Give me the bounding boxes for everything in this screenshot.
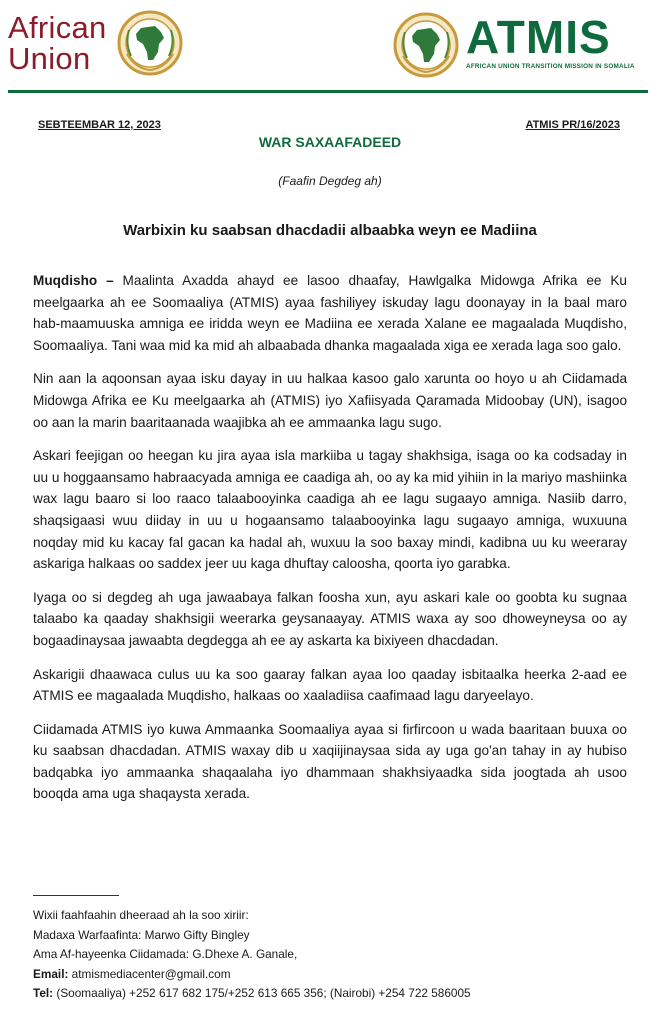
paragraph-1 [33, 270, 627, 356]
contact-phone [33, 984, 471, 1004]
atmis-logo-title: ATMIS [466, 11, 611, 63]
african-union-logo-text [8, 12, 107, 74]
phone-label: Tel: [33, 986, 54, 1001]
paragraph-3: Askari feejigan oo heegan ku jira ayaa isla markiiba u tagay shakhsiga, isaga oo ka codsaday in uu u hoggaansamo habraacyada amniga ee caadiga ah, oo ay ka mid yihiin in la mariyo mashiinka wax lagu baaro si loo raaco talaabooyinka caadiga ah ee lagu sugaayo amniga. Nasiib darro, shaqsigaasi wuu diiday in uu u hogaansamo talaabooyinka lagu sugaayo amniga, wuxuuna noqday mid ku kacay fal gacan ka hadal ah, wuxuu la soo baxay mindi, kadibna uu ku weeraray askariga halkaas oo saddex jeer uu kaga dhuftay caloosha, qoorta iyo garabka. [33, 448, 627, 572]
paragraph-1-text: Maalinta Axadda ahayd ee lasoo dhaafay, Hawlgalka Midowga Afrika ee Ku meelgaarka ah ee Soomaaliya (ATMIS) ayaa fashiliyey iskuday lagu doonayay in la baal maro hab-maamuuska amniga ee iridda weyn ee Madiina ee xerada Xalane ee magaalada Muqdisho, Soomaaliya. Tani waa mid ka mid ah albaabada dhanka magaalada xiga ee xerada laga soo galo. [33, 273, 627, 353]
phone-value: (Soomaaliya) +252 617 682 175/+252 613 665 356; (Nairobi) +254 722 586005 [53, 986, 471, 1001]
press-release-label: WAR SAXAAFADEED [258, 134, 402, 150]
email-value[interactable]: atmismediacenter@gmail.com [68, 966, 231, 981]
article-body [33, 270, 627, 817]
contact-intro: Wixii faahfaahin dheeraad ah la soo xiriir: [33, 908, 249, 922]
email-label: Email: [33, 966, 69, 981]
footer-divider [33, 895, 119, 896]
release-reference: ATMIS PR/16/2023 [525, 119, 620, 131]
letterhead [0, 0, 660, 96]
paragraph-6: Ciidamada ATMIS iyo kuwa Ammaanka Soomaaliya ayaa si firfircoon u wada baaritaan buuxa oo ku saabsan dhacdadan. ATMIS waxay dib u xaqiijinaysaa sida ay uga go'an tahay in ay hubiso badqabka iyo ammaanka shaqaalaha iyo dhammaan shakhsiyaadka sida joogtada ah usoo booqda ama uga shaqaysta xerada. [33, 721, 627, 802]
contact-spokesperson: Ama Af-hayeenka Ciidamada: G.Dhexe A. Ganale, [33, 947, 298, 962]
paragraph-4: Iyaga oo si degdeg ah uga jawaabaya falkan foosha xun, ayu askari kale oo goobta ku sugnaa talaabo ka qaaday shakhsigii weerarka geysanaayay. ATMIS waxa ay soo dhoweyneysa oo ay bogaadinaysaa jawaabta degdegga ah ee ay askarta ka bixiyeen dhacdadan. [33, 589, 627, 648]
au-emblem-icon [117, 10, 183, 76]
release-date: SEBTEEMBAR 12, 2023 [38, 119, 161, 131]
au-line-2: Union [8, 41, 91, 76]
paragraph-2: Nin aan la aqoonsan ayaa isku dayay in uu halkaa kasoo galo xarunta oo hoyo u ah Ciidamada Midowga Afrika ee Ku meelgaarka ah (ATMIS) iyo Xafiisyada Qaramada Midoobay (UN), isagoo oo aan la marin baaritaanada waajibka ah ee ammaanka lagu sugo. [33, 371, 627, 430]
paragraph-5: Askarigii dhaawaca culus uu ka soo gaaray falkan ayaa loo qaaday isbitaalka heerka 2-aad ee ATMIS ee magaalada Muqdisho, halkaas oo xaaladiisa caafimaad lagu daryeelayo. [33, 666, 627, 704]
headline: Warbixin ku saabsan dhacdadii albaabka weyn ee Madiina [123, 222, 537, 239]
contact-block [33, 906, 471, 1004]
contact-email [33, 965, 471, 985]
atmis-emblem-icon [393, 12, 459, 78]
header-divider [8, 90, 648, 93]
atmis-logo-subtitle: AFRICAN UNION TRANSITION MISSION IN SOMALIA [466, 63, 635, 70]
contact-editor: Madaxa Warfaafinta: Marwo Gifty Bingley [33, 927, 250, 942]
dateline: Muqdisho – [33, 273, 114, 288]
au-line-1: African [8, 10, 107, 45]
urgency-note: (Faafin Degdeg ah) [278, 174, 382, 188]
